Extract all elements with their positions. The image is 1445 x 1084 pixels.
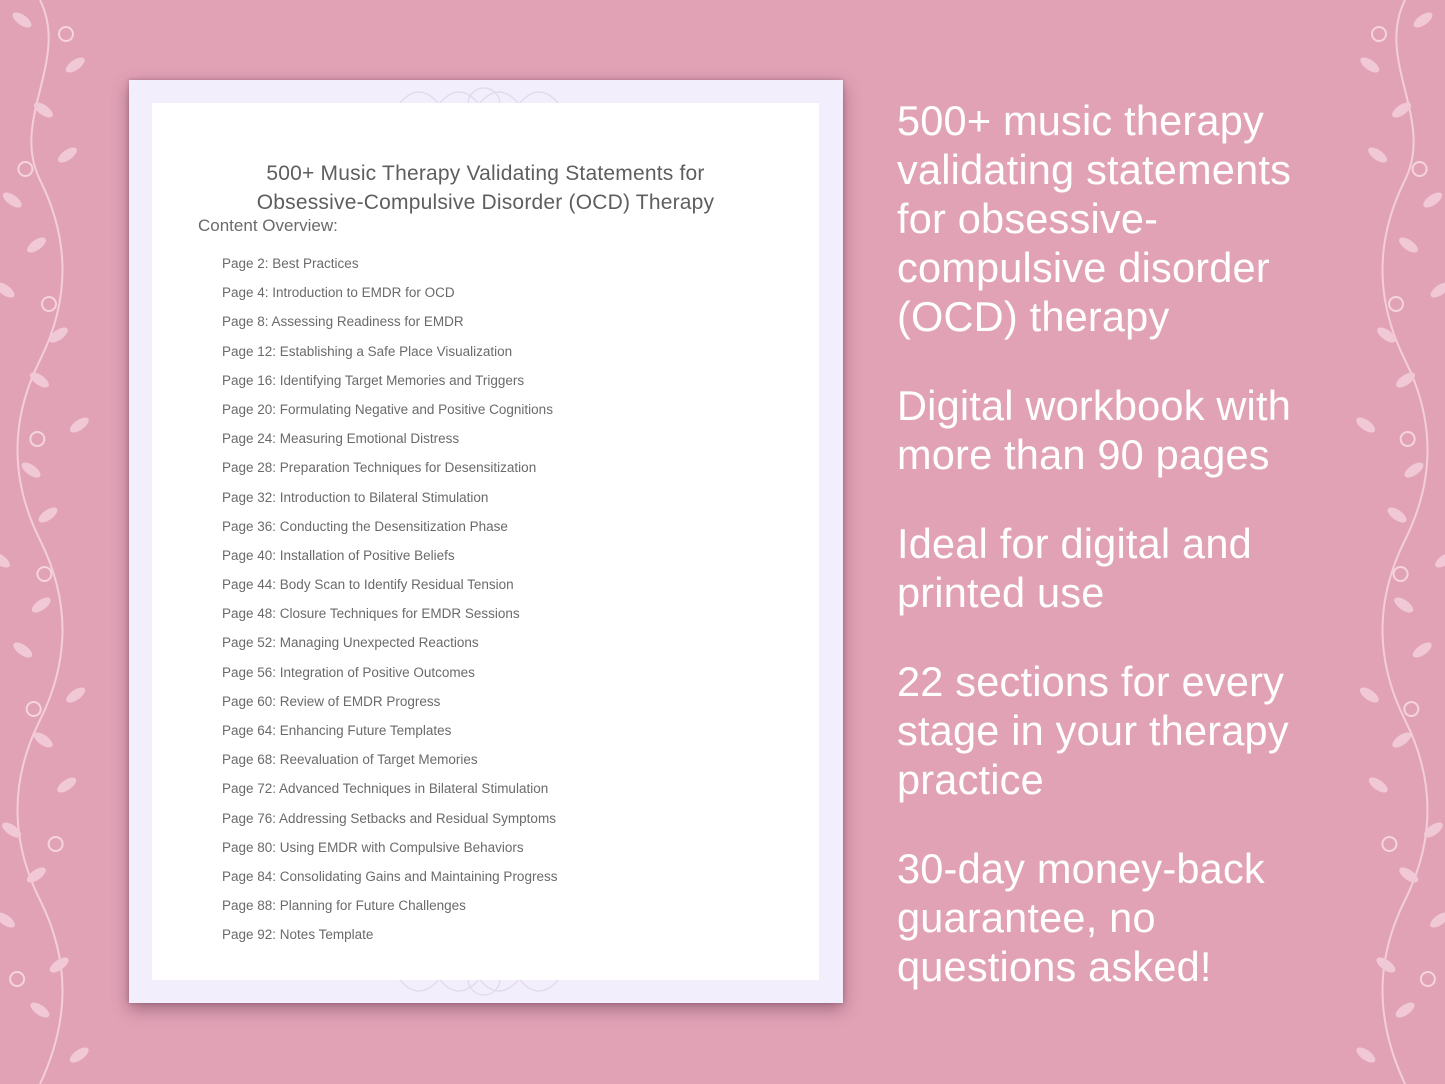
vine-leaf	[1428, 280, 1445, 301]
feature-line: practice	[897, 756, 1044, 803]
vine-leaf	[24, 865, 48, 886]
feature-line: validating statements	[897, 146, 1292, 193]
vine-leaf	[67, 1045, 91, 1066]
vine-leaf	[55, 775, 79, 796]
vine-leaf	[0, 280, 17, 301]
vine-leaf	[63, 55, 87, 76]
vine-leaf	[1428, 910, 1445, 931]
toc-item: Page 48: Closure Techniques for EMDR Sessions	[222, 606, 520, 622]
vine-leaf	[67, 415, 91, 436]
mandala-watermark	[379, 979, 589, 1003]
toc-item: Page 56: Integration of Positive Outcomes	[222, 664, 475, 680]
toc-item: Page 52: Managing Unexpected Reactions	[222, 635, 479, 651]
vine-leaf	[36, 505, 60, 526]
vine-leaf	[11, 640, 35, 661]
feature-line: Digital workbook with	[897, 382, 1291, 429]
feature-line: for obsessive-	[897, 195, 1159, 242]
toc-item: Page 60: Review of EMDR Progress	[222, 693, 441, 709]
vine-leaf	[0, 550, 12, 571]
vine-flower	[27, 702, 41, 716]
toc-item: Page 44: Body Scan to Identify Residual Tension	[222, 577, 514, 593]
toc-item: Page 68: Reevaluation of Target Memories	[222, 752, 478, 768]
feature-list	[897, 96, 1417, 1031]
toc-item: Page 2: Best Practices	[222, 256, 359, 271]
vine-flower	[1421, 972, 1435, 986]
toc-item: Page 80: Using EMDR with Compulsive Behaviors	[222, 839, 524, 855]
vine-leaf	[1411, 10, 1435, 31]
toc-item: Page 28: Preparation Techniques for Desensitization	[222, 460, 537, 476]
vine-leaf	[19, 460, 43, 481]
toc-item: Page 24: Measuring Emotional Distress	[222, 431, 460, 447]
vine-leaf	[0, 190, 24, 211]
feature-line: questions asked!	[897, 943, 1212, 990]
vine-leaf	[0, 910, 17, 931]
feature-line: compulsive disorder	[897, 244, 1270, 291]
vine-leaf	[1421, 190, 1445, 211]
toc-item: Page 36: Conducting the Desensitization Phase	[222, 518, 508, 534]
feature-line: more than 90 pages	[897, 431, 1270, 478]
workbook-title-line-2: Obsessive-Compulsive Disorder (OCD) Therapy	[256, 191, 715, 214]
toc-item: Page 8: Assessing Readiness for EMDR	[222, 314, 464, 330]
feature-line: 30-day money-back	[897, 845, 1265, 892]
feature-line: 500+ music therapy	[897, 97, 1264, 144]
table-of-contents	[222, 254, 557, 955]
feature-line: Ideal for digital and	[897, 520, 1252, 567]
vine-flower	[59, 27, 73, 41]
toc-item: Page 12: Establishing a Safe Place Visualization	[222, 343, 513, 359]
workbook-page-content	[152, 103, 819, 980]
vine-leaf	[28, 1000, 52, 1021]
vine-flower	[1372, 27, 1386, 41]
feature-line: stage in your therapy	[897, 707, 1289, 754]
feature-line: guarantee, no	[897, 894, 1156, 941]
vine-flower	[10, 972, 24, 986]
vine-leaf	[10, 10, 34, 31]
vine-leaf	[25, 235, 49, 256]
toc-item: Page 20: Formulating Negative and Positive Cognitions	[222, 401, 553, 417]
feature-line: (OCD) therapy	[897, 293, 1170, 340]
feature-guarantee	[897, 844, 1417, 991]
vine-flower	[18, 162, 32, 176]
toc-item: Page 64: Enhancing Future Templates	[222, 723, 452, 738]
toc-item: Page 92: Notes Template	[222, 927, 374, 943]
feature-line: printed use	[897, 569, 1105, 616]
workbook-page-preview	[129, 80, 843, 1003]
feature-usage	[897, 519, 1417, 617]
workbook-title-line-1: 500+ Music Therapy Validating Statements for	[266, 162, 705, 185]
vine-leaf	[1358, 55, 1382, 76]
vine-flower	[42, 297, 56, 311]
feature-page-count	[897, 381, 1417, 479]
vine-leaf	[56, 145, 80, 166]
vine-leaf	[1433, 550, 1445, 571]
workbook-title	[152, 159, 819, 217]
toc-item: Page 4: Introduction to EMDR for OCD	[222, 285, 455, 301]
toc-item: Page 72: Advanced Techniques in Bilateral Stimulation	[222, 781, 549, 797]
vine-flower	[37, 567, 51, 581]
toc-item: Page 76: Addressing Setbacks and Residual Symptoms	[222, 810, 556, 826]
vine-flower	[30, 432, 44, 446]
toc-item: Page 32: Introduction to Bilateral Stimulation	[222, 489, 489, 505]
vine-leaf	[64, 685, 88, 706]
vine-leaf	[29, 595, 53, 616]
toc-item: Page 16: Identifying Target Memories and Triggers	[222, 372, 525, 388]
toc-item: Page 88: Planning for Future Challenges	[222, 898, 466, 914]
content-overview-label: Content Overview:	[198, 216, 338, 235]
feature-line: 22 sections for every	[897, 658, 1285, 705]
feature-statement-count	[897, 96, 1417, 341]
floral-vine-left	[0, 0, 110, 1084]
vine-leaf	[1354, 1045, 1378, 1066]
feature-sections	[897, 657, 1417, 804]
toc-item: Page 84: Consolidating Gains and Maintaining Progress	[222, 868, 558, 884]
mandala-watermark	[379, 80, 589, 104]
vine-flower	[49, 837, 63, 851]
toc-item: Page 40: Installation of Positive Beliefs	[222, 547, 455, 563]
